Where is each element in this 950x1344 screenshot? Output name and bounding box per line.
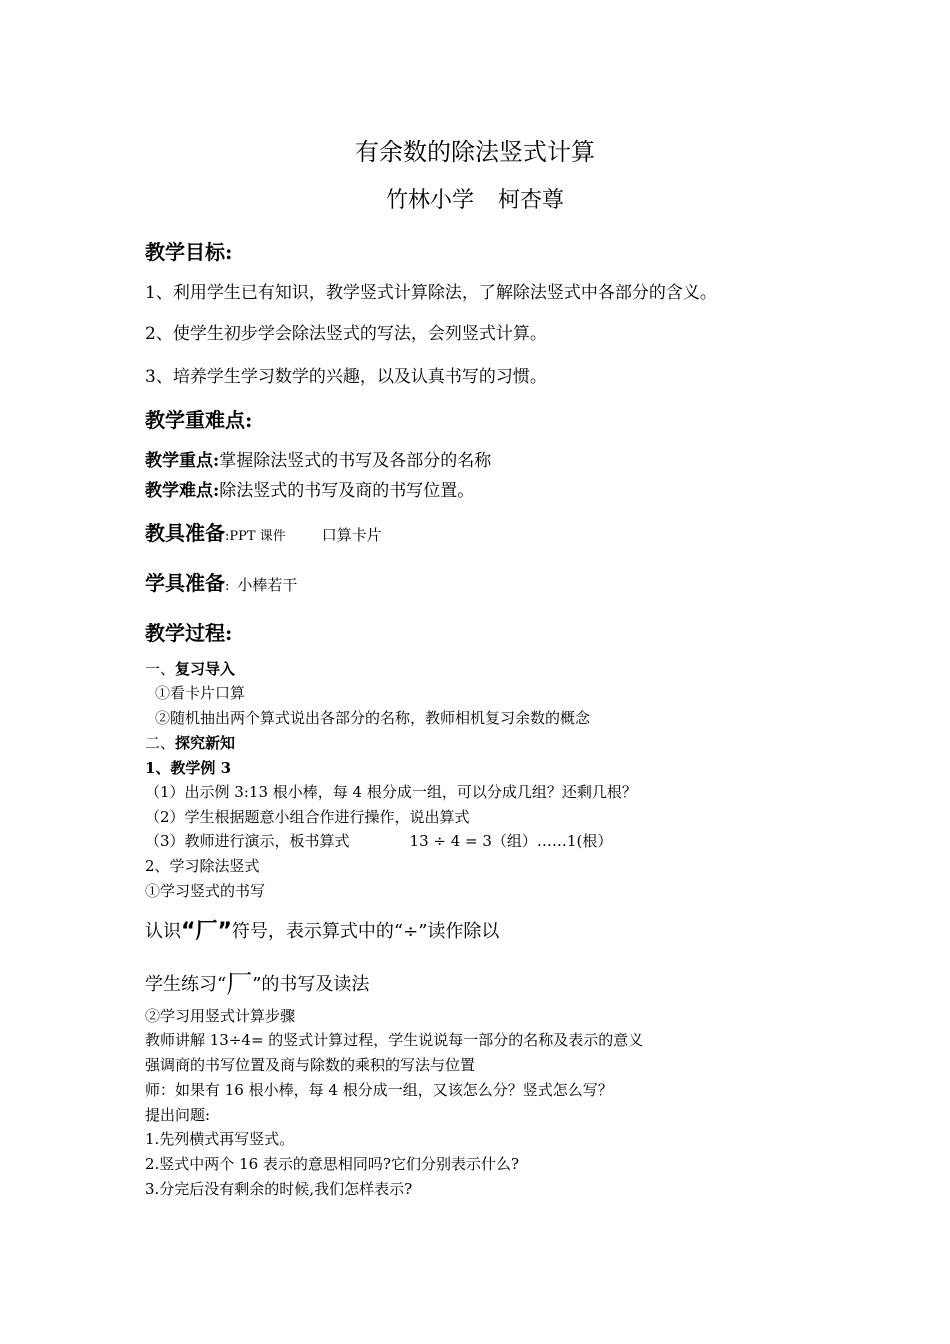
section-2-sub-2-a: ①学习竖式的书写 (145, 882, 266, 900)
focus-text: 掌握除法竖式的书写及各部分的名称 (219, 451, 492, 471)
section-1-item-b: ②随机抽出两个算式说出各部分的名称，教师相机复习余数的概念 (155, 709, 591, 727)
tools-ppt: PPT 课件 (229, 529, 286, 544)
goal-item-2: 2、使学生初步学会除法竖式的写法，会列竖式计算。 (145, 324, 547, 344)
difficulty-label: 教学难点: (145, 481, 220, 501)
example-step-2: （2）学生根据题意小组合作进行操作，说出算式 (145, 808, 470, 826)
section-1-item-a: ①看卡片口算 (155, 684, 246, 702)
question-2: 2.竖式中两个 16 表示的意思相同吗?它们分别表示什么? (145, 1155, 520, 1173)
process-heading: 教学过程: (145, 621, 233, 645)
keypoints-heading: 教学重难点: (145, 408, 253, 432)
focus-label: 教学重点: (145, 451, 220, 471)
student-tools-text: 小棒若干 (237, 576, 298, 594)
steps-line-2: 强调商的书写位置及商与除数的乘积的写法与位置 (145, 1056, 476, 1074)
goals-heading: 教学目标: (145, 240, 233, 264)
section-1-title (145, 662, 235, 677)
division-bracket-symbol: “厂” (181, 919, 232, 944)
recognize-symbol-line (145, 921, 499, 943)
student-tools-heading: 学具准备 (145, 571, 225, 595)
difficulty-line (145, 483, 474, 500)
recognize-pre: 认识 (145, 921, 181, 942)
example-title: 1、教学例 3 (145, 759, 232, 777)
division-bracket-symbol-large: 厂 (226, 970, 253, 1000)
section-2-name: 探究新知 (175, 734, 236, 752)
tools-cards: 口算卡片 (321, 526, 382, 544)
author-line (0, 190, 950, 212)
steps-line-3: 师：如果有 16 根小棒，每 4 根分成一组，又该怎么分？竖式怎么写？ (145, 1081, 613, 1099)
tools-heading: 教具准备 (145, 521, 225, 545)
section-2-number: 二、 (145, 734, 176, 752)
tools-line (145, 523, 382, 543)
example-step-1: （1）出示例 3:13 根小棒，每 4 根分成一组，可以分成几组？还剩几根？ (145, 783, 637, 801)
section-1-number: 一、 (145, 660, 176, 678)
practice-post: ”的书写及读法 (252, 974, 370, 995)
goal-item-1: 1、利用学生已有知识，教学竖式计算除法，了解除法竖式中各部分的含义。 (145, 283, 717, 303)
goal-item-3: 3、培养学生学习数学的兴趣，以及认真书写的习惯。 (145, 367, 547, 387)
document-title: 有余数的除法竖式计算 (355, 138, 595, 166)
example-step-3-label: （3）教师进行演示，板书算式 (145, 832, 350, 850)
question-3: 3.分完后没有剩余的时候,我们怎样表示? (145, 1180, 413, 1198)
author-school: 竹林小学 (385, 188, 474, 213)
practice-symbol-line (145, 972, 369, 998)
practice-pre: 学生练习“ (145, 974, 227, 995)
section-2-title (145, 736, 235, 751)
difficulty-text: 除法竖式的书写及商的书写位置。 (219, 481, 475, 501)
student-tools-colon: : (225, 579, 230, 594)
section-2-sub-2: 2、学习除法竖式 (145, 857, 260, 875)
steps-line-1: 教师讲解 13÷4= 的竖式计算过程，学生说说每一部分的名称及表示的意义 (145, 1031, 644, 1049)
steps-title: ②学习用竖式计算步骤 (145, 1007, 296, 1025)
section-1-name: 复习导入 (175, 660, 236, 678)
question-1: 1.先列横式再写竖式。 (145, 1130, 295, 1148)
example-step-3 (145, 834, 612, 849)
focus-line (145, 453, 491, 470)
author-name: 柯杏尊 (498, 188, 565, 213)
student-tools-line (145, 573, 297, 593)
tools-colon: : (225, 529, 230, 544)
example-formula: 13 ÷ 4 = 3（组）……1(根） (409, 832, 613, 850)
questions-title: 提出问题: (145, 1106, 211, 1124)
recognize-post: 符号，表示算式中的“÷”读作除以 (231, 921, 500, 942)
